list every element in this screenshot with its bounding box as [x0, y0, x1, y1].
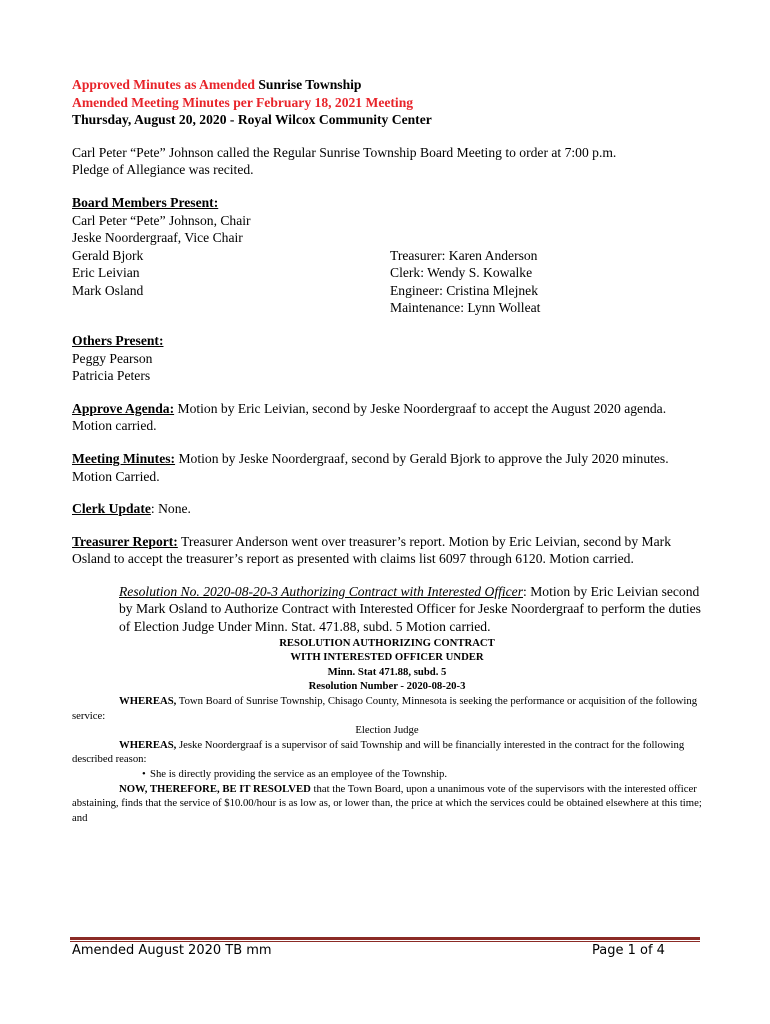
approved-label: Approved Minutes as Amended	[72, 77, 255, 92]
other-attendee: Patricia Peters	[72, 368, 151, 384]
footer-page-number: Page 1 of 4	[592, 943, 665, 958]
minutes-heading: Meeting Minutes:	[72, 450, 176, 466]
township-name: Sunrise Township	[258, 77, 362, 92]
staff-member: Treasurer: Karen Anderson	[390, 247, 538, 263]
board-member: Jeske Noordergraaf, Vice Chair	[72, 230, 243, 246]
footer-divider	[70, 937, 700, 940]
header-line-1	[72, 76, 702, 94]
agenda-text: Motion by Eric Leivian, second by Jeske Noordergraaf to accept the August 2020 agenda. Motion carried.	[72, 400, 667, 434]
board-member: Mark Osland	[72, 282, 144, 298]
formal-resolution	[72, 636, 702, 826]
staff-list	[390, 212, 540, 317]
resolved-clause: NOW, THEREFORE, BE IT RESOLVED that the Town Board, upon a unanimous vote of the supervisors with the interested officer abstaining, finds that the service of $10.00/hour is as low as, or lower than, the price at which the services could be obtained elsewhere at this time; and	[72, 782, 702, 824]
formal-title-2: WITH INTERESTED OFFICER UNDER	[290, 651, 484, 664]
formal-title-1: RESOLUTION AUTHORIZING CONTRACT	[279, 636, 495, 649]
board-members-list	[72, 212, 390, 317]
whereas-clause-1: WHEREAS, Town Board of Sunrise Township, Chisago County, Minnesota is seeking the performance or acquisition of the following service:	[72, 695, 698, 722]
minutes-text: Motion by Jeske Noordergraaf, second by Gerald Bjork to approve the July 2020 minutes. Motion Carried.	[72, 450, 669, 484]
staff-member: Clerk: Wendy S. Kowalke	[390, 265, 533, 281]
formal-title-4: Resolution Number - 2020-08-20-3	[308, 680, 466, 693]
footer-divider-thin	[70, 941, 700, 942]
clerk-heading: Clerk Update	[72, 501, 151, 517]
bullet-icon: •	[142, 768, 146, 780]
minutes-section	[72, 450, 702, 485]
staff-member: Maintenance: Lynn Wolleat	[390, 300, 541, 316]
board-member: Gerald Bjork	[72, 247, 144, 263]
whereas-clause-2: WHEREAS, Jeske Noordergraaf is a supervisor of said Township and will be financially interested in the contract for the following described reason:	[72, 738, 685, 766]
agenda-section	[72, 400, 702, 435]
reason-bullet: • She is directly providing the service as an employee of the Township.	[142, 768, 448, 780]
board-member: Eric Leivian	[72, 265, 140, 281]
header-line-2: Amended Meeting Minutes per February 18, 2021 Meeting	[72, 94, 414, 110]
header-line-3: Thursday, August 20, 2020 - Royal Wilcox Community Center	[72, 112, 432, 128]
board-heading: Board Members Present:	[72, 194, 219, 210]
board-member: Carl Peter “Pete” Johnson, Chair	[72, 212, 251, 228]
other-attendee: Peggy Pearson	[72, 350, 153, 366]
clerk-section	[72, 500, 702, 518]
others-heading: Others Present:	[72, 332, 164, 348]
resolution-motion	[119, 583, 702, 636]
footer-document-name: Amended August 2020 TB mm	[72, 943, 272, 958]
agenda-heading: Approve Agenda:	[72, 400, 175, 416]
intro-line-2: Pledge of Allegiance was recited.	[72, 162, 254, 178]
resolution-text: : Motion by Eric Leivian second by Mark Osland to Authorize Contract with Interested Officer for Jeske Noordergraaf to perform the duties of Election Judge Under Minn. Stat. 471.88, subd. 5 Motion carried.	[119, 583, 701, 635]
resolution-title: Resolution No. 2020-08-20-3 Authorizing Contract with Interested Officer	[119, 583, 524, 599]
document-body	[72, 76, 702, 825]
clerk-text: : None.	[150, 501, 191, 517]
intro-line-1: Carl Peter “Pete” Johnson called the Regular Sunrise Township Board Meeting to order at 7:00 p.m.	[72, 144, 617, 160]
staff-member: Engineer: Cristina Mlejnek	[390, 282, 538, 298]
formal-title-3: Minn. Stat 471.88, subd. 5	[327, 665, 447, 678]
service-name: Election Judge	[355, 724, 419, 737]
treasurer-heading: Treasurer Report:	[72, 533, 178, 549]
attendance-columns	[72, 212, 702, 317]
treasurer-section	[72, 533, 702, 568]
treasurer-text: Treasurer Anderson went over treasurer’s report. Motion by Eric Leivian, second by Mark Osland to accept the treasurer’s report as presented with claims list 6097 through 6120. Motion carried.	[72, 533, 671, 567]
